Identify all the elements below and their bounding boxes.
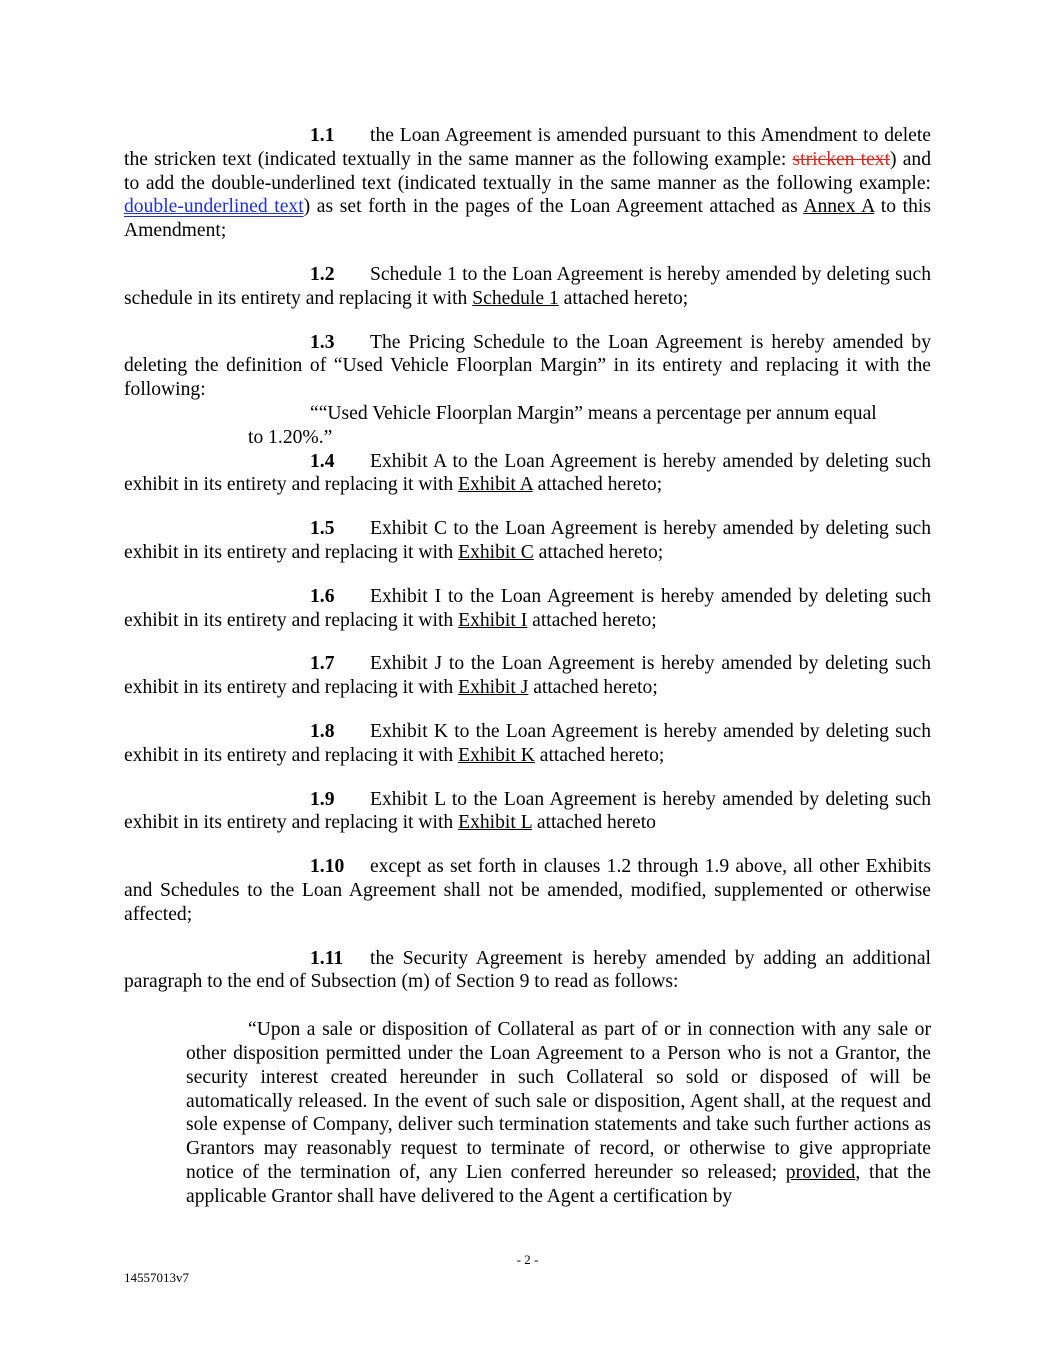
document-id: 14557013v7 bbox=[124, 1270, 189, 1285]
section-1-6: 1.6 Exhibit I to the Loan Agreement is hereby amended by deleting such exhibit in its entirety and replacing it with Exhibit I attached hereto; bbox=[124, 585, 931, 631]
section-number: 1.4 bbox=[310, 450, 335, 472]
exhibit-c-reference: Exhibit C bbox=[458, 541, 534, 563]
document-body bbox=[124, 124, 931, 1208]
section-1-9: 1.9 Exhibit L to the Loan Agreement is hereby amended by deleting such exhibit in its entirety and replacing it with Exhibit L attached hereto bbox=[124, 788, 931, 834]
section-number: 1.3 bbox=[310, 331, 335, 353]
schedule-1-reference: Schedule 1 bbox=[472, 287, 559, 309]
section-number: 1.10 bbox=[310, 856, 345, 878]
annex-a-reference: Annex A bbox=[803, 196, 875, 218]
exhibit-k-reference: Exhibit K bbox=[458, 744, 535, 766]
provided-term: provided bbox=[785, 1161, 856, 1183]
page-number: - 2 - bbox=[516, 1252, 539, 1267]
exhibit-j-reference: Exhibit J bbox=[458, 677, 529, 699]
exhibit-i-reference: Exhibit I bbox=[458, 609, 528, 631]
exhibit-a-reference: Exhibit A bbox=[458, 474, 533, 496]
section-number: 1.2 bbox=[310, 263, 335, 285]
double-underlined-example[interactable]: double-underlined text bbox=[124, 196, 304, 218]
section-number: 1.8 bbox=[310, 720, 335, 742]
security-agreement-quote: “Upon a sale or disposition of Collateral as part of or in connection with any sale or other disposition permitted under the Loan Agreement to a Person who is not a Grantor, the security interest created hereunder in such Collateral so sold or disposed of will be automatically released. In the event of such sale or disposition, Agent shall, at the request and sole expense of Company, deliver such termination statements and take such further actions as Grantors may reasonably request to terminate of record, or otherwise to give appropriate notice of the termination of, any Lien conferred hereunder so released; provided, that the applicable Grantor shall have delivered to the Agent a certification by bbox=[186, 1019, 931, 1207]
section-number: 1.9 bbox=[310, 788, 335, 810]
section-number: 1.6 bbox=[310, 585, 335, 607]
exhibit-l-reference: Exhibit L bbox=[458, 812, 532, 834]
section-number: 1.5 bbox=[310, 518, 335, 540]
section-1-2: 1.2 Schedule 1 to the Loan Agreement is hereby amended by deleting such schedule in its entirety and replacing it with Schedule 1 attached hereto; bbox=[124, 263, 931, 309]
section-1-8: 1.8 Exhibit K to the Loan Agreement is hereby amended by deleting such exhibit in its entirety and replacing it with Exhibit K attached hereto; bbox=[124, 720, 931, 766]
section-1-11: 1.11 the Security Agreement is hereby amended by adding an additional paragraph to the end of Subsection (m) of Section 9 to read as follows: bbox=[124, 947, 931, 993]
section-1-1: 1.1 the Loan Agreement is amended pursuant to this Amendment to delete the stricken text (indicated textually in the same manner as the following example: stricken text) and to add the double-underlined text (indicated textually in the same manner as the following example: double-underlined text) as set forth in the pages of the Loan Agreement attached as Annex A to this Amendment; bbox=[124, 125, 932, 242]
margin-definition: ““Used Vehicle Floorplan Margin” means a percentage per annum equal to 1.20%.” bbox=[248, 402, 877, 448]
section-1-10: 1.10 except as set forth in clauses 1.2 through 1.9 above, all other Exhibits and Schedules to the Loan Agreement shall not be amended, modified, supplemented or otherwise affected; bbox=[124, 856, 931, 925]
stricken-example: stricken text bbox=[792, 148, 891, 170]
section-1-7: 1.7 Exhibit J to the Loan Agreement is hereby amended by deleting such exhibit in its entirety and replacing it with Exhibit J attached hereto; bbox=[124, 653, 931, 699]
section-1-5: 1.5 Exhibit C to the Loan Agreement is hereby amended by deleting such exhibit in its entirety and replacing it with Exhibit C attached hereto; bbox=[124, 518, 931, 563]
section-number: 1.7 bbox=[310, 653, 335, 675]
section-number: 1.1 bbox=[310, 125, 335, 146]
section-1-4: 1.4 Exhibit A to the Loan Agreement is hereby amended by deleting such exhibit in its entirety and replacing it with Exhibit A attached hereto; bbox=[124, 450, 931, 496]
section-number: 1.11 bbox=[310, 947, 344, 969]
section-1-3: 1.3 The Pricing Schedule to the Loan Agreement is hereby amended by deleting the definition of “Used Vehicle Floorplan Margin” in its entirety and replacing it with the following: bbox=[124, 331, 931, 401]
